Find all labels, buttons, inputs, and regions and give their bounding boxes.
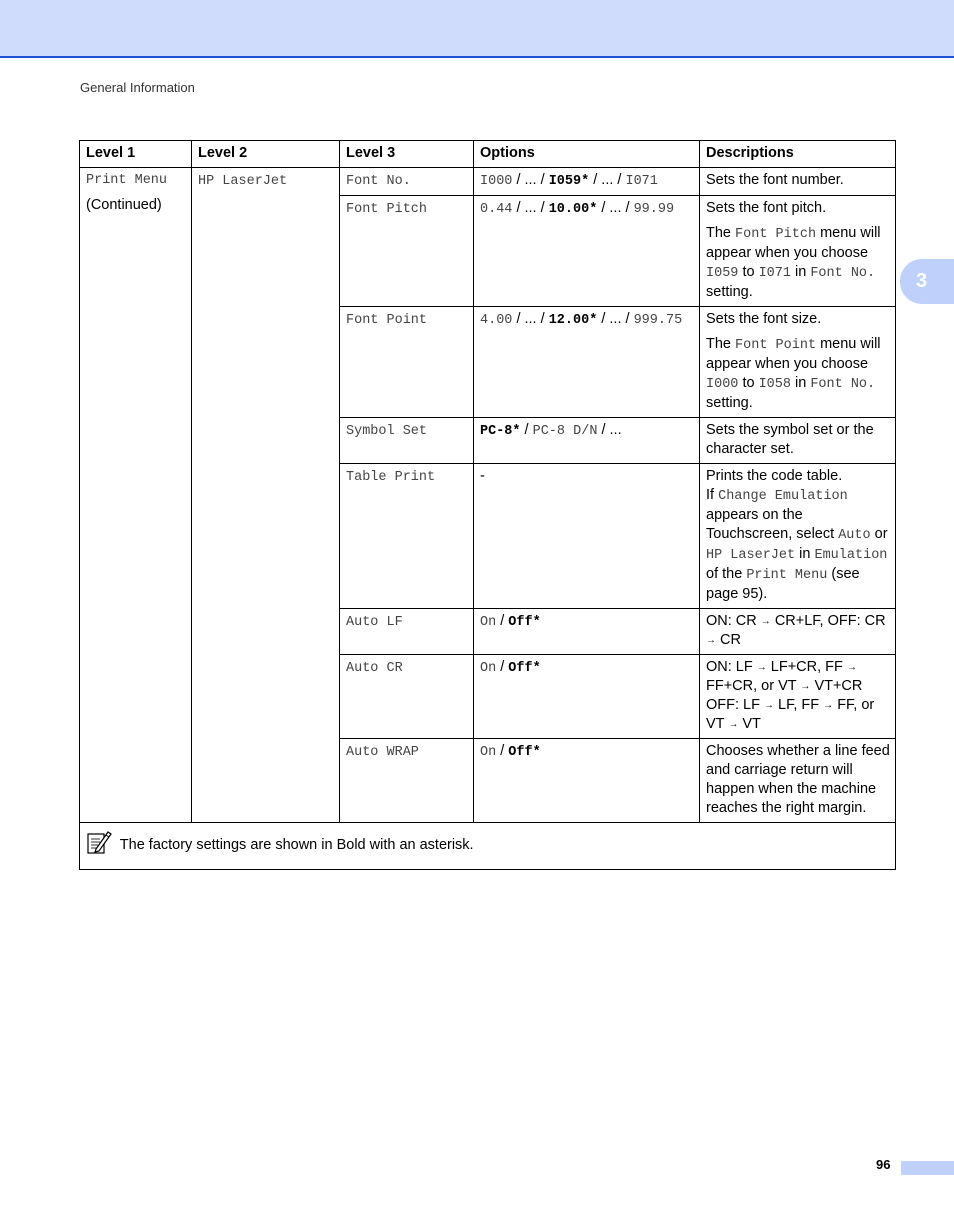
arrow-icon: → [846, 662, 857, 673]
level1-cell [80, 168, 192, 823]
table-header-row [80, 141, 896, 168]
arrow-icon: → [706, 635, 716, 646]
arrow-icon: → [756, 662, 767, 673]
options-font-no: I000 / ... / I059* / ... / I071 [474, 168, 700, 196]
level3-font-no: Font No. [346, 174, 411, 189]
desc-table-print: Prints the code table. If Change Emulation appears on the Touchscreen, select Auto or HP LaserJet in Emulation of the Print Menu (see page 95). [700, 464, 896, 609]
note-cell [80, 823, 896, 870]
level3-font-point: Font Point [346, 313, 428, 328]
options-auto-lf: On / Off* [474, 609, 700, 655]
level2-label: HP LaserJet [198, 174, 288, 189]
desc-font-no: Sets the font number. [700, 168, 896, 196]
table-row [80, 168, 896, 196]
col-header-level2: Level 2 [192, 141, 340, 168]
header-band [0, 0, 954, 58]
level3-auto-wrap: Auto WRAP [346, 745, 419, 760]
running-head: General Information [80, 80, 195, 95]
options-auto-wrap: On / Off* [474, 739, 700, 823]
desc-font-pitch: Sets the font pitch. The Font Pitch menu will appear when you choose I059 to I071 in Font No. setting. [700, 196, 896, 307]
arrow-icon: → [728, 719, 739, 730]
desc-auto-lf: ON: CR → CR+LF, OFF: CR → CR [700, 609, 896, 655]
col-header-level1: Level 1 [80, 141, 192, 168]
arrow-icon: → [764, 700, 775, 711]
col-header-descriptions: Descriptions [700, 141, 896, 168]
col-header-level3: Level 3 [340, 141, 474, 168]
note-pencil-icon [86, 829, 112, 861]
level1-continued: (Continued) [86, 197, 162, 213]
level3-table-print: Table Print [346, 470, 436, 485]
options-font-pitch: 0.44 / ... / 10.00* / ... / 99.99 [474, 196, 700, 307]
options-symbol-set: PC-8* / PC-8 D/N / ... [474, 418, 700, 464]
page-number: 96 [876, 1157, 891, 1172]
arrow-icon: → [800, 681, 811, 692]
desc-auto-wrap: Chooses whether a line feed and carriage return will happen when the machine reaches the right margin. [700, 739, 896, 823]
col-header-options: Options [474, 141, 700, 168]
level3-auto-cr: Auto CR [346, 661, 403, 676]
options-table-print: - [474, 464, 700, 609]
level3-auto-lf: Auto LF [346, 615, 403, 630]
options-auto-cr: On / Off* [474, 655, 700, 739]
level1-menu: Print Menu [86, 173, 168, 188]
page-number-bar [901, 1161, 954, 1175]
chapter-tab[interactable]: 3 [900, 259, 954, 304]
arrow-icon: → [760, 616, 771, 627]
desc-auto-cr: ON: LF → LF+CR, FF → FF+CR, or VT → VT+CR OFF: LF → LF, FF → FF, or VT → VT [700, 655, 896, 739]
options-font-point: 4.00 / ... / 12.00* / ... / 999.75 [474, 307, 700, 418]
level2-cell [192, 168, 340, 823]
level3-symbol-set: Symbol Set [346, 424, 428, 439]
level3-font-pitch: Font Pitch [346, 202, 428, 217]
desc-font-point: Sets the font size. The Font Point menu will appear when you choose I000 to I058 in Font No. setting. [700, 307, 896, 418]
note-row [80, 823, 896, 870]
arrow-icon: → [823, 700, 834, 711]
settings-table [79, 140, 896, 870]
desc-symbol-set: Sets the symbol set or the character set. [700, 418, 896, 464]
note-text: The factory settings are shown in Bold with an asterisk. [119, 836, 474, 853]
